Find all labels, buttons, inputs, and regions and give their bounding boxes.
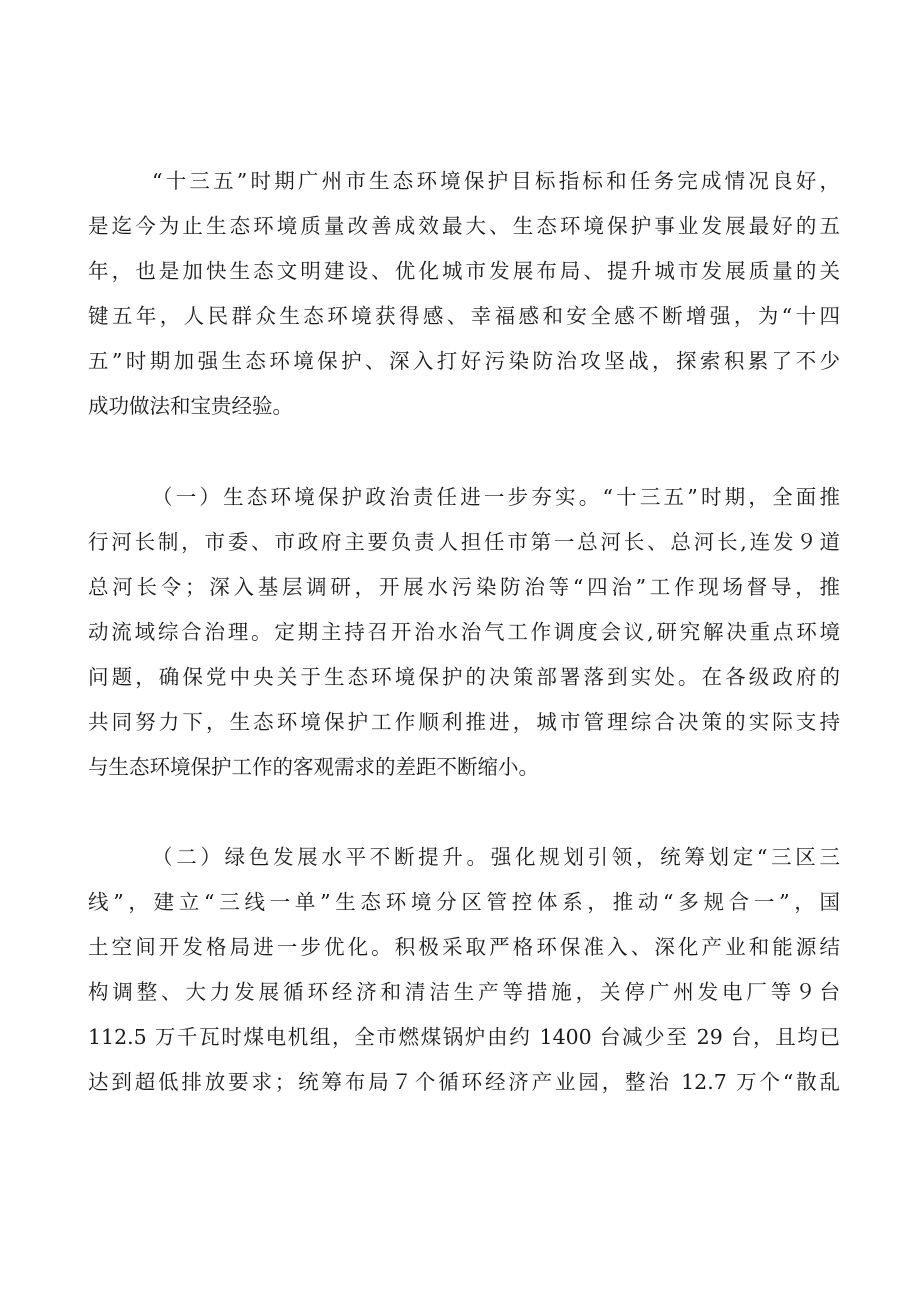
paragraph-1-line-4: 键五年，人民群众生态环境获得感、幸福感和安全感不断增强，为“十四 [88,304,840,328]
paragraph-2-line-2: 行河长制，市委、市政府主要负责人担任市第一总河长、总河长,连发９道 [88,530,840,554]
paragraph-1-line-3: 年，也是加快生态文明建设、优化城市发展布局、提升城市发展质量的关 [88,259,840,283]
paragraph-2-line-7: 与生态环境保护工作的客观需求的差距不断缩小。 [88,755,539,779]
paragraph-3-line-2: 线”，建立“三线一单”生态环境分区管控体系，推动“多规合一”，国 [88,890,840,914]
paragraph-3-line-4: 构调整、大力发展循环经济和清洁生产等措施，关停广州发电厂等９台 [88,980,840,1004]
paragraph-3-line-6: 达到超低排放要求；统筹布局７个循环经济产业园，整治 12.7 万个“散乱 [88,1070,840,1094]
paragraph-1-line-2: 是迄今为止生态环境质量改善成效最大、生态环境保护事业发展最好的五 [88,214,840,238]
paragraph-2-line-1: （一）生态环境保护政治责任进一步夯实。“十三五”时期，全面推 [152,485,840,509]
paragraph-2-line-5: 问题，确保党中央关于生态环境保护的决策部署落到实处。在各级政府的 [88,665,840,689]
paragraph-1-line-6: 成功做法和宝贵经验。 [88,394,293,418]
paragraph-1-line-5: 五”时期加强生态环境保护、深入打好污染防治攻坚战，探索积累了不少 [88,349,840,373]
paragraph-3-line-1: （二）绿色发展水平不断提升。强化规划引领，统筹划定“三区三 [152,845,840,869]
paragraph-2-line-3: 总河长令；深入基层调研，开展水污染防治等“四治”工作现场督导，推 [88,575,840,599]
paragraph-2-line-4: 动流域综合治理。定期主持召开治水治气工作调度会议,研究解决重点环境 [88,620,840,644]
paragraph-3-line-5: 112.5 万千瓦时煤电机组，全市燃煤锅炉由约 1400 台减少至 29 台，且均已 [88,1025,840,1049]
paragraph-3-line-3: 土空间开发格局进一步优化。积极采取严格环保准入、深化产业和能源结 [88,935,840,959]
paragraph-1-line-1: “十三五”时期广州市生态环境保护目标指标和任务完成情况良好， [152,169,840,193]
paragraph-2-line-6: 共同努力下，生态环境保护工作顺利推进，城市管理综合决策的实际支持 [88,710,840,734]
